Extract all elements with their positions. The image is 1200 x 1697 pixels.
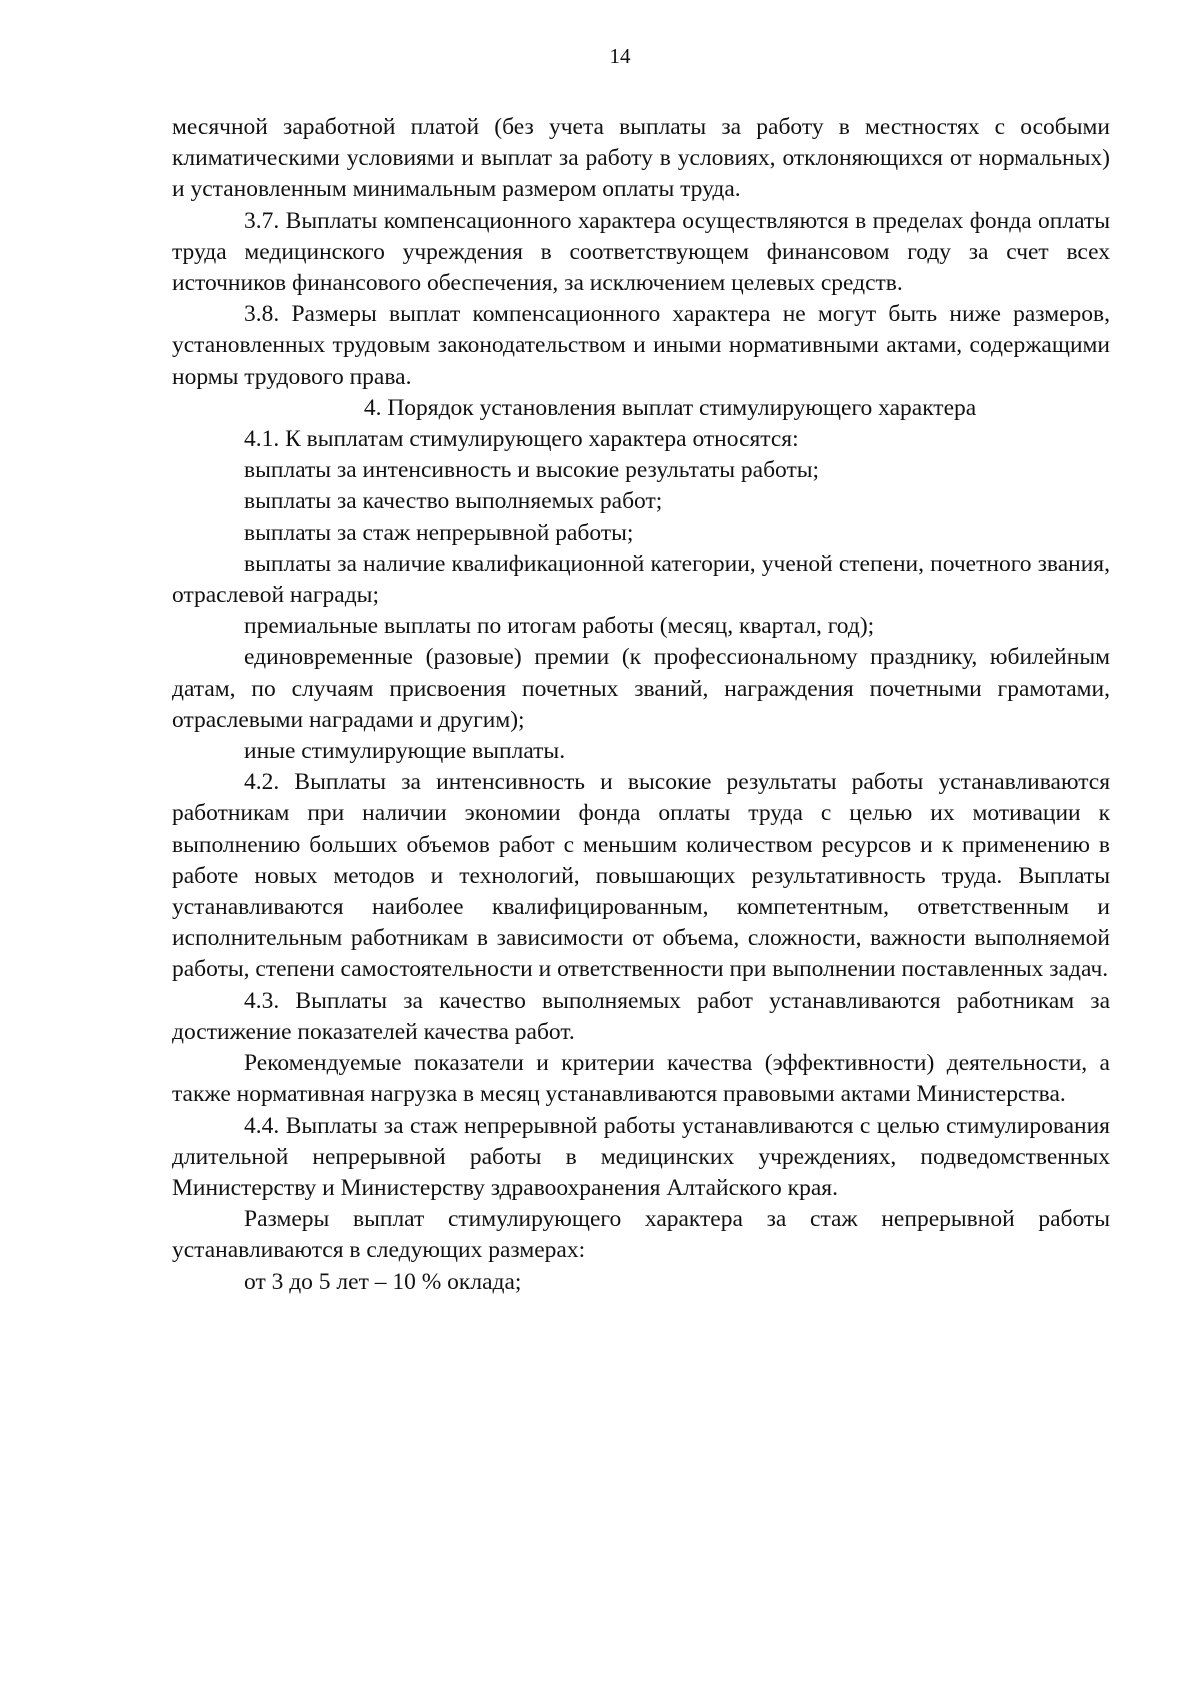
document-body xyxy=(172,112,1110,1298)
paragraph-continued: месячной заработной платой (без учета выплаты за работу в местностях с особыми климатическими условиями и выплат за работу в условиях, отклоняющихся от нормальных) и установленным минимальным размером оплаты труда. xyxy=(172,114,1110,203)
list-item: выплаты за качество выполняемых работ; xyxy=(244,488,663,515)
paragraph-3-8: 3.8. Размеры выплат компенсационного характера не могут быть ниже размеров, установленных трудовым законодательством и иными нормативными актами, содержащими нормы трудового права. xyxy=(172,301,1110,390)
paragraph-seniority-sizes: Размеры выплат стимулирующего характера за стаж непрерывной работы устанавливаются в следующих размерах: xyxy=(172,1206,1110,1264)
list-item: выплаты за интенсивность и высокие результаты работы; xyxy=(244,457,820,484)
paragraph-4-1: 4.1. К выплатам стимулирующего характера относятся: xyxy=(244,426,799,453)
list-item: иные стимулирующие выплаты. xyxy=(244,738,566,765)
list-item: выплаты за стаж непрерывной работы; xyxy=(244,519,634,546)
list-item: единовременные (разовые) премии (к профессиональному празднику, юбилейным датам, по случаям присвоения почетных званий, награждения почетными грамотами, отраслевыми наградами и другим); xyxy=(172,644,1110,733)
paragraph-4-3: 4.3. Выплаты за качество выполняемых работ устанавливаются работникам за достижение показателей качества работ. xyxy=(172,987,1110,1045)
section-heading: 4. Порядок установления выплат стимулирующего характера xyxy=(363,394,977,421)
paragraph-4-2: 4.2. Выплаты за интенсивность и высокие результаты работы устанавливаются работникам при наличии экономии фонда оплаты труда с целью их мотивации к выполнению больших объемов работ с меньшим количеством ресурсов и к применению в работе новых методов и технологий, повышающих результативность труда. Выплаты устанавливаются наиболее квалифицированным, компетентным, ответственным и исполнительным работникам в зависимости от объема, сложности, важности выполняемой работы, степени самостоятельности и ответственности при выполнении поставленных задач. xyxy=(172,769,1110,983)
list-item: премиальные выплаты по итогам работы (месяц, квартал, год); xyxy=(244,613,875,640)
page-number: 14 xyxy=(609,44,631,68)
paragraph-4-4: 4.4. Выплаты за стаж непрерывной работы устанавливаются с целью стимулирования длительной непрерывной работы в медицинских учреждениях, подведомственных Министерству и Министерству здравоохранения Алтайского края. xyxy=(172,1112,1110,1201)
list-item: от 3 до 5 лет – 10 % оклада; xyxy=(244,1268,522,1295)
paragraph-3-7: 3.7. Выплаты компенсационного характера осуществляются в пределах фонда оплаты труда медицинского учреждения в соответствующем финансовом году за счет всех источников финансового обеспечения, за исключением целевых средств. xyxy=(172,207,1110,297)
list-item: выплаты за наличие квалификационной категории, ученой степени, почетного звания, отраслевой награды; xyxy=(172,550,1110,609)
paragraph-recommended-criteria: Рекомендуемые показатели и критерии качества (эффективности) деятельности, а также нормативная нагрузка в месяц устанавливаются правовыми актами Министерства. xyxy=(172,1050,1110,1108)
